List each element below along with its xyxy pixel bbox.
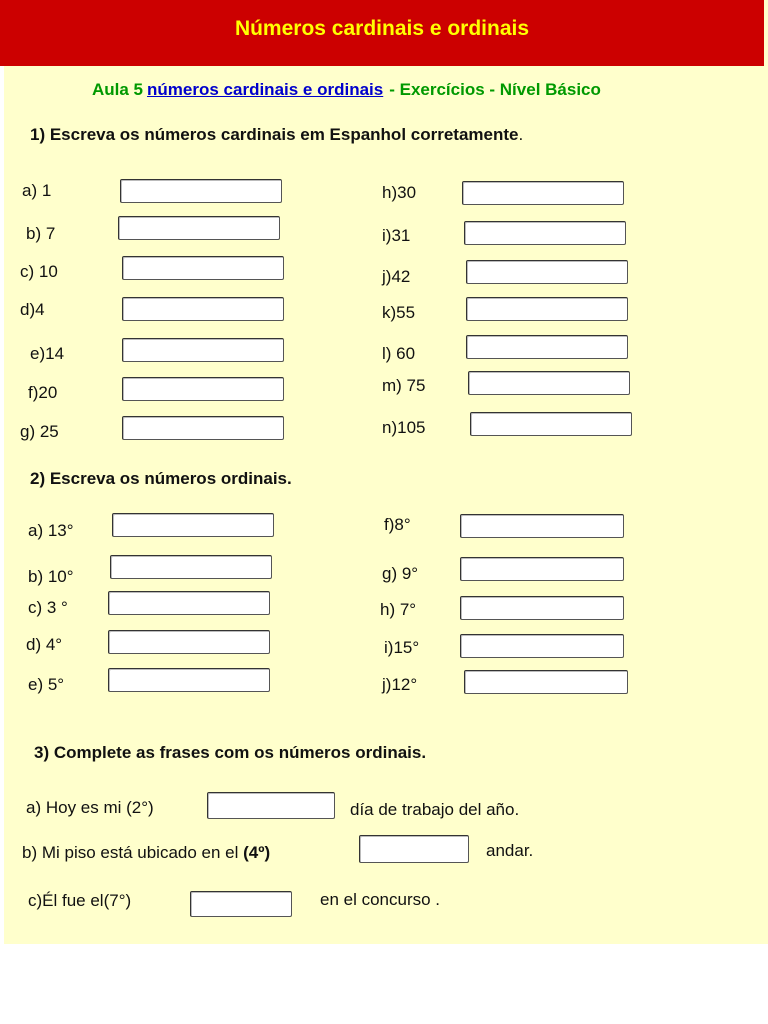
q3-sentence-b-text: b) Mi piso está ubicado en el xyxy=(22,843,244,862)
q3-answer-c[interactable] xyxy=(190,891,292,917)
q2-label-e: e) 5° xyxy=(28,675,65,694)
lesson-level: - Exercícios - Nível Básico xyxy=(389,80,601,99)
question-1-text: 1) Escreva os números cardinais em Espanhol corretamente xyxy=(30,125,519,144)
q1-label-n: n)105 xyxy=(382,418,426,437)
question-3-heading: 3) Complete as frases com os números ordinais. xyxy=(34,743,427,762)
q2-answer-g[interactable] xyxy=(460,557,624,581)
header-bar xyxy=(0,0,764,66)
q1-answer-l[interactable] xyxy=(466,335,628,359)
q1-label-a: a) 1 xyxy=(22,181,52,200)
q1-label-k: k)55 xyxy=(382,303,416,322)
q2-answer-i[interactable] xyxy=(460,634,624,658)
q2-answer-e[interactable] xyxy=(108,668,270,692)
q2-answer-a[interactable] xyxy=(112,513,274,537)
q1-label-c: c) 10 xyxy=(20,262,58,281)
q1-answer-d[interactable] xyxy=(122,297,284,321)
q1-answer-j[interactable] xyxy=(466,260,628,284)
q2-answer-h[interactable] xyxy=(460,596,624,620)
q1-answer-h[interactable] xyxy=(462,181,624,205)
question-2-heading: 2) Escreva os números ordinais. xyxy=(30,469,292,488)
q2-label-d: d) 4° xyxy=(26,635,63,654)
page-title: Números cardinais e ordinais xyxy=(234,17,530,40)
q1-answer-i[interactable] xyxy=(464,221,626,245)
q3-sentence-a-start: a) Hoy es mi (2°) xyxy=(26,798,154,817)
q3-sentence-c-end: en el concurso . xyxy=(320,890,441,909)
q1-label-j: j)42 xyxy=(382,267,411,286)
q3-answer-b[interactable] xyxy=(359,835,469,863)
q3-sentence-b-end: andar. xyxy=(486,841,534,860)
question-1-period: . xyxy=(518,125,524,144)
q1-answer-g[interactable] xyxy=(122,416,284,440)
q1-answer-n[interactable] xyxy=(470,412,632,436)
lesson-subtitle xyxy=(92,80,601,100)
q1-answer-c[interactable] xyxy=(122,256,284,280)
q1-answer-f[interactable] xyxy=(122,377,284,401)
q2-answer-c[interactable] xyxy=(108,591,270,615)
q2-answer-j[interactable] xyxy=(464,670,628,694)
q1-label-l: l) 60 xyxy=(382,344,416,363)
q1-label-d: d)4 xyxy=(20,300,45,319)
q2-label-j: j)12° xyxy=(382,675,418,694)
q3-sentence-b-number: (4º) xyxy=(243,843,271,862)
q3-answer-a[interactable] xyxy=(207,792,335,819)
q1-label-h: h)30 xyxy=(382,183,417,202)
q2-answer-b[interactable] xyxy=(110,555,272,579)
q1-label-g: g) 25 xyxy=(20,422,59,441)
lesson-number: Aula 5 xyxy=(92,80,144,99)
q1-answer-m[interactable] xyxy=(468,371,630,395)
q1-label-m: m) 75 xyxy=(382,376,426,395)
q2-label-i: i)15° xyxy=(384,638,420,657)
q2-label-b: b) 10° xyxy=(28,567,74,586)
q1-answer-k[interactable] xyxy=(466,297,628,321)
q2-answer-d[interactable] xyxy=(108,630,270,654)
q3-sentence-b-start xyxy=(22,843,270,863)
q1-answer-a[interactable] xyxy=(120,179,282,203)
q3-sentence-c-start: c)Él fue el(7°) xyxy=(28,891,132,910)
q1-label-e: e)14 xyxy=(30,344,65,363)
q2-label-g: g) 9° xyxy=(382,564,419,583)
q1-answer-e[interactable] xyxy=(122,338,284,362)
q1-answer-b[interactable] xyxy=(118,216,280,240)
q1-label-f: f)20 xyxy=(28,383,58,402)
q2-label-h: h) 7° xyxy=(380,600,417,619)
q3-sentence-a-end: día de trabajo del año. xyxy=(350,800,520,819)
lesson-link[interactable]: números cardinais e ordinais xyxy=(147,80,384,99)
q2-label-a: a) 13° xyxy=(28,521,74,540)
q1-label-b: b) 7 xyxy=(26,224,56,243)
question-1-heading xyxy=(30,125,523,145)
q1-label-i: i)31 xyxy=(382,226,411,245)
q2-answer-f[interactable] xyxy=(460,514,624,538)
q2-label-f: f)8° xyxy=(384,515,411,534)
q2-label-c: c) 3 ° xyxy=(28,598,68,617)
